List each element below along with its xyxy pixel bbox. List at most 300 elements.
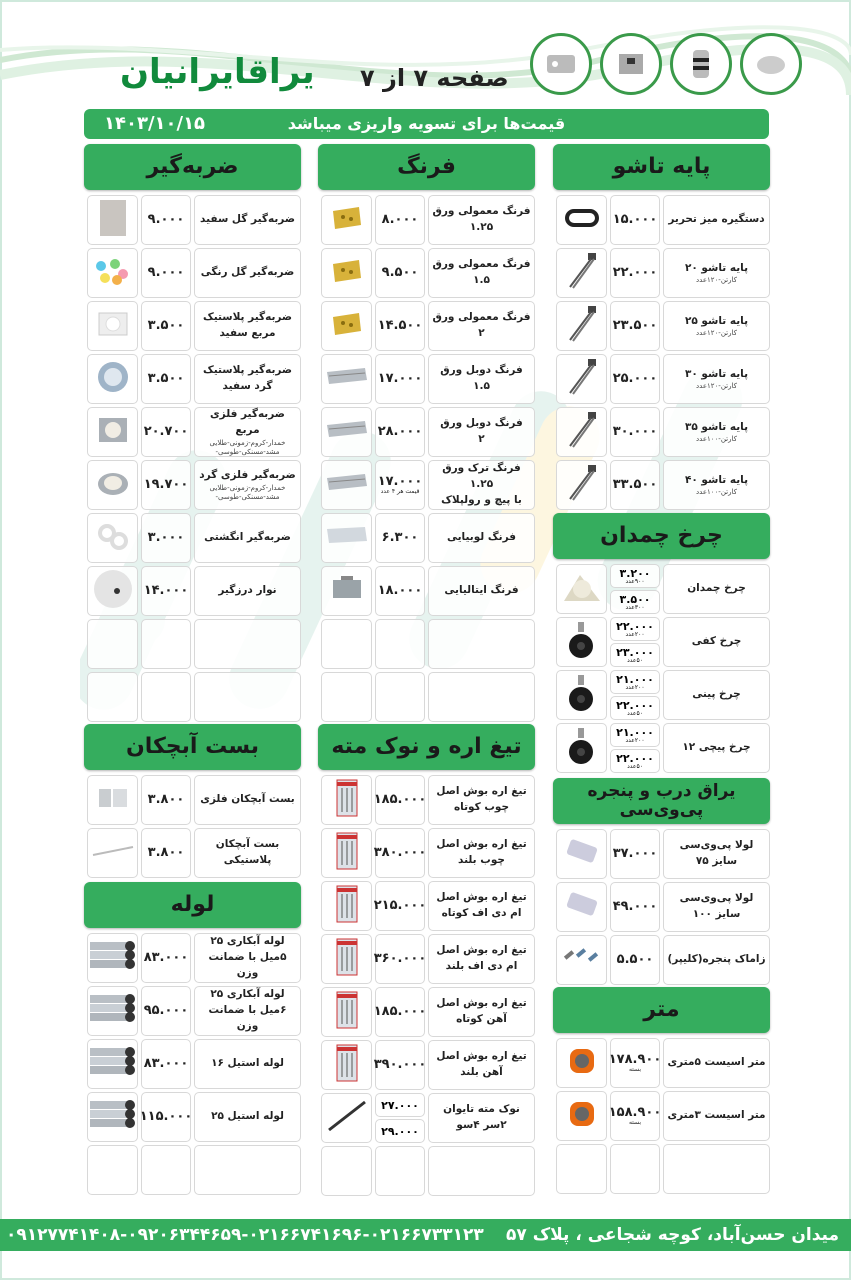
price-tier (610, 564, 660, 588)
product-row (318, 881, 535, 931)
product-name (194, 354, 301, 404)
product-name (663, 670, 770, 720)
price-value: ۳.۲۰۰ (619, 566, 651, 580)
product-name-text: چرخ پینی (692, 688, 741, 701)
product-price (375, 775, 425, 825)
product-image (321, 195, 372, 245)
italian-bracket-icon (327, 574, 367, 608)
price-quantity-note: ۹۰۰عدد (625, 577, 645, 585)
product-row (318, 354, 535, 404)
price-tiers (610, 617, 660, 667)
saw-blade-pack-icon (335, 884, 359, 928)
product-name-text: نوار درزگیر (218, 584, 277, 597)
product-price (375, 460, 425, 510)
product-name-text: فرنگ دوبل ورق (440, 364, 523, 377)
banner-message: قیمت‌ها برای تسویه واریزی میباشد (287, 114, 566, 133)
pvc-hinge-icon (562, 837, 602, 871)
product-row (553, 935, 770, 985)
product-name (663, 1038, 770, 1088)
double-bracket-icon (325, 364, 369, 394)
product-image (87, 1039, 138, 1089)
product-spec: آهن بلند (460, 1066, 503, 1078)
product-image (556, 617, 607, 667)
product-name-text: لوله استیل ۲۵ (211, 1110, 284, 1123)
pipes-icon (88, 936, 138, 980)
concealed-hinge-icon (600, 33, 662, 95)
product-price (610, 407, 660, 457)
brand-logo (120, 52, 315, 92)
product-name-text: لوله آبکاری ۲۵ (210, 935, 285, 948)
luggage-wheel-icon (560, 569, 604, 609)
product-name-text: چرخ چمدان (687, 582, 746, 595)
product-price (375, 566, 425, 616)
section-looleh (84, 882, 301, 1198)
empty-row (553, 1144, 770, 1194)
product-name-text: فرنگ دوبل ورق (440, 417, 523, 430)
price-value: ۳۹۰.۰۰۰ (373, 1056, 427, 1072)
product-name-text: متر اسیست ۳متری (667, 1109, 766, 1122)
product-name-text: لوله استیل ۱۶ (211, 1057, 284, 1070)
product-image (556, 829, 607, 879)
product-image (87, 566, 138, 616)
product-price (141, 986, 191, 1036)
product-spec: آهن کوتاه (456, 1013, 507, 1025)
price-value: ۳.۰۰۰ (147, 529, 185, 545)
product-spec: ۲ (478, 327, 485, 339)
double-bracket-icon (325, 470, 369, 500)
product-price (141, 301, 191, 351)
price-tier (610, 749, 660, 773)
product-image (556, 935, 607, 985)
product-name-text: بست آبچکان فلزی (200, 793, 295, 806)
price-value: ۱۹.۷۰۰ (143, 476, 189, 492)
empty-cell (321, 1146, 372, 1196)
page-number-title: صفحه ۷ از ۷ (360, 64, 509, 92)
product-price (141, 195, 191, 245)
price-tier (610, 723, 660, 747)
product-image (321, 566, 372, 616)
product-name-text: زاماک پنجره(کلیپر) (667, 953, 766, 966)
product-price (141, 933, 191, 983)
product-row (84, 566, 301, 616)
product-spec: کارتن-۱۲۰عدد (696, 382, 737, 391)
product-spec: ۵میل با ضمانت وزن (208, 951, 287, 979)
product-spec: سایز ۷۵ (695, 855, 738, 867)
caster-wheel-icon (564, 726, 600, 770)
price-value: ۶.۳۰۰ (381, 529, 419, 545)
product-price (610, 301, 660, 351)
section-metr (553, 987, 770, 1197)
empty-cell (194, 1145, 301, 1195)
product-name-text: چرخ پیچی ۱۲ (682, 741, 751, 754)
price-tier (610, 643, 660, 667)
empty-cell (194, 672, 301, 722)
product-name-text: ضربه‌گیر گل سفید (200, 213, 295, 226)
section-farang (318, 144, 535, 725)
product-image (87, 933, 138, 983)
empty-cell (141, 619, 191, 669)
product-spec: کارتن-۱۰۰عدد (696, 435, 737, 444)
product-name (663, 460, 770, 510)
product-name (194, 1039, 301, 1089)
section-title: فرنگ (318, 144, 535, 190)
product-row (553, 1091, 770, 1141)
price-value: ۳۳.۵۰۰ (612, 476, 658, 492)
price-value: ۲۲.۰۰۰ (616, 698, 654, 712)
metal-square-bumper-icon (95, 414, 131, 450)
product-price (141, 1039, 191, 1089)
product-spec: کارتن-۱۰۰عدد (696, 488, 737, 497)
price-value: ۲۲.۰۰۰ (612, 264, 658, 280)
price-tiers (610, 723, 660, 773)
product-image (321, 934, 372, 984)
product-name-text: ضربه‌گیر فلزی گرد (199, 469, 296, 482)
product-name (428, 775, 535, 825)
product-row (84, 775, 301, 825)
product-row (84, 248, 301, 298)
price-value: ۳۸۰.۰۰۰ (373, 844, 427, 860)
price-tier (375, 1093, 425, 1117)
product-row (84, 354, 301, 404)
product-row (553, 248, 770, 298)
product-image (87, 195, 138, 245)
drill-bit-icon (325, 1098, 369, 1138)
product-image (556, 301, 607, 351)
product-name (428, 513, 535, 563)
section-title: چرخ چمدان (553, 513, 770, 559)
empty-row (318, 1146, 535, 1196)
empty-cell (321, 672, 372, 722)
price-quantity-note: ۵۰عدد (627, 762, 643, 770)
product-row (84, 407, 301, 457)
product-price (141, 566, 191, 616)
product-row (318, 987, 535, 1037)
price-tiers (375, 1093, 425, 1143)
product-row (553, 564, 770, 614)
section-title: بست آبچکان (84, 724, 301, 770)
price-tiers (610, 564, 660, 614)
product-name (428, 934, 535, 984)
product-image (87, 248, 138, 298)
product-image (321, 881, 372, 931)
price-value: ۲۸.۰۰۰ (377, 423, 423, 439)
product-name (428, 828, 535, 878)
price-value: ۲۷.۰۰۰ (381, 1098, 419, 1112)
saw-blade-pack-icon (335, 778, 359, 822)
product-price (141, 407, 191, 457)
product-image (556, 564, 607, 614)
section-zarbe-gir (84, 144, 301, 725)
folding-leg-icon (564, 357, 600, 401)
price-value: ۸۳.۰۰۰ (143, 1055, 189, 1071)
title-line-2: پی‌وی‌سی (619, 800, 704, 820)
product-image (87, 1092, 138, 1142)
price-value: ۱۴.۰۰۰ (143, 582, 189, 598)
product-name (194, 407, 301, 457)
section-yaragh-pvc (553, 778, 770, 988)
product-row (553, 354, 770, 404)
product-name (663, 829, 770, 879)
product-price (610, 1038, 660, 1088)
saw-blade-pack-icon (335, 937, 359, 981)
product-row (553, 670, 770, 720)
product-spec: ۱.۵ (473, 380, 490, 392)
price-note: بسته (628, 1065, 642, 1073)
product-row (318, 513, 535, 563)
product-name-text: تیغ اره بوش اصل (436, 944, 527, 957)
price-value: ۱۵۸.۹۰۰ (608, 1104, 662, 1120)
empty-row (84, 672, 301, 722)
product-spec: ام دی اف کوتاه (441, 907, 522, 919)
product-price (375, 987, 425, 1037)
product-row (553, 882, 770, 932)
product-price (375, 828, 425, 878)
empty-row (318, 619, 535, 669)
square-bumper-icon (95, 309, 131, 343)
price-value: ۱۷۸.۹۰۰ (608, 1051, 662, 1067)
price-quantity-note: ۳۰۰عدد (625, 603, 645, 611)
product-price (375, 1040, 425, 1090)
product-price (375, 301, 425, 351)
product-image (556, 723, 607, 773)
product-name-text: پایه تاشو ۲۰ (684, 261, 749, 274)
product-row (318, 1040, 535, 1090)
title-line-1: یراق درب و پنجره (587, 781, 736, 802)
product-spec: سایز ۱۰۰ (692, 908, 741, 920)
product-name-text: ضربه‌گیر گل رنگی (200, 266, 295, 279)
pipes-icon (88, 989, 138, 1033)
product-image (87, 301, 138, 351)
saw-blade-pack-icon (335, 831, 359, 875)
product-name (194, 513, 301, 563)
corner-bracket-icon (329, 258, 365, 288)
product-name (194, 566, 301, 616)
product-row (84, 1039, 301, 1089)
folding-leg-icon (564, 410, 600, 454)
empty-cell (194, 619, 301, 669)
product-name-text: چرخ کفی (691, 635, 742, 648)
product-name-text: پایه تاشو ۳۵ (684, 420, 749, 433)
product-name-text: فرنگ معمولی ورق (432, 258, 531, 271)
empty-cell (141, 1145, 191, 1195)
window-clip-icon (560, 943, 604, 977)
product-name-text: فرنگ ایتالیایی (444, 584, 519, 597)
product-price (610, 354, 660, 404)
caster-wheel-icon (564, 620, 600, 664)
corner-bracket-icon (329, 205, 365, 235)
product-row (318, 828, 535, 878)
finger-bumper-icon (95, 521, 131, 555)
product-price (141, 248, 191, 298)
price-value: ۱۷.۰۰۰ (377, 370, 423, 386)
product-row (84, 301, 301, 351)
product-name (428, 460, 535, 510)
price-value: ۳.۸۰۰ (147, 844, 185, 860)
product-row (84, 1092, 301, 1142)
empty-cell (375, 1146, 425, 1196)
product-image (556, 460, 607, 510)
price-tier (610, 696, 660, 720)
product-image (321, 354, 372, 404)
price-tier (610, 670, 660, 694)
bumper-sheet-icon (98, 198, 128, 242)
product-price (610, 460, 660, 510)
product-image (556, 882, 607, 932)
price-value: ۳۷.۰۰۰ (612, 845, 658, 861)
section-paye-tasho (553, 144, 770, 513)
logo-text-iranian: ایرانیان (120, 52, 247, 92)
product-row (84, 460, 301, 510)
folding-leg-icon (564, 304, 600, 348)
price-tier (375, 1119, 425, 1143)
section-title: ضربه‌گیر (84, 144, 301, 190)
empty-cell (663, 1144, 770, 1194)
price-value: ۱۸۵.۰۰۰ (373, 791, 427, 807)
empty-cell (375, 672, 425, 722)
product-image (87, 354, 138, 404)
product-spec: ام دی اف بلند (445, 960, 518, 972)
empty-cell (556, 1144, 607, 1194)
price-notice-banner (84, 109, 769, 139)
price-value: ۲۱۵.۰۰۰ (373, 897, 427, 913)
product-name-text: پایه تاشو ۳۰ (684, 367, 749, 380)
product-name (663, 354, 770, 404)
price-value: ۹۵.۰۰۰ (143, 1002, 189, 1018)
bean-bracket-icon (325, 523, 369, 553)
product-name (663, 935, 770, 985)
product-name (428, 301, 535, 351)
product-name (194, 933, 301, 983)
product-spec: کارتن-۱۲۰عدد (696, 329, 737, 338)
product-spec: خمدار-کروم-زمونی-طلایی (209, 483, 286, 492)
empty-cell (428, 619, 535, 669)
price-quantity-note: ۲۰۰عدد (625, 736, 645, 744)
price-value: ۸.۰۰۰ (381, 211, 419, 227)
product-price (610, 935, 660, 985)
corner-bracket-icon (329, 311, 365, 341)
product-price (610, 882, 660, 932)
product-name-text: فرنگ لوبیایی (446, 531, 517, 544)
product-name (428, 248, 535, 298)
product-price (375, 354, 425, 404)
product-spec: ۲ (478, 433, 485, 445)
product-spec: چوب بلند (458, 854, 505, 866)
price-tier (610, 590, 660, 614)
product-name (194, 775, 301, 825)
metal-round-bumper-icon (95, 468, 131, 502)
product-price (610, 195, 660, 245)
price-value: ۸۳.۰۰۰ (143, 949, 189, 965)
product-name-text: تیغ اره بوش اصل (436, 785, 527, 798)
product-price (610, 1091, 660, 1141)
section-title: تیغ اره و نوک مته (318, 724, 535, 770)
price-value: ۵.۵۰۰ (616, 951, 654, 967)
section-title: پایه تاشو (553, 144, 770, 190)
product-spec: کارتن-۱۲۰عدد (696, 276, 737, 285)
product-name-text: بست آبچکان پلاستیکی (215, 838, 280, 866)
product-image (556, 407, 607, 457)
product-name (663, 617, 770, 667)
product-price (141, 775, 191, 825)
product-image (321, 775, 372, 825)
empty-row (84, 619, 301, 669)
empty-cell (87, 672, 138, 722)
product-image (556, 354, 607, 404)
price-value: ۲۳.۰۰۰ (616, 645, 654, 659)
product-name (663, 301, 770, 351)
price-value: ۳.۵۰۰ (619, 592, 651, 606)
product-name (428, 407, 535, 457)
price-value: ۱۸.۰۰۰ (377, 582, 423, 598)
product-row (553, 617, 770, 667)
tape-measure-icon (567, 1046, 597, 1080)
product-name (194, 195, 301, 245)
product-image (556, 1091, 607, 1141)
price-value: ۲۹.۰۰۰ (381, 1124, 419, 1138)
empty-cell (87, 619, 138, 669)
product-row (553, 407, 770, 457)
product-image (321, 407, 372, 457)
product-image (87, 986, 138, 1036)
folding-leg-icon (564, 463, 600, 507)
product-price (610, 829, 660, 879)
product-image (556, 248, 607, 298)
product-image (321, 460, 372, 510)
product-name (428, 195, 535, 245)
price-value: ۲۳.۵۰۰ (612, 317, 658, 333)
product-row (553, 723, 770, 773)
product-name-text: ضربه‌گیر فلزی مربع (210, 408, 285, 436)
seal-tape-icon (91, 567, 135, 615)
product-row (553, 460, 770, 510)
product-row (318, 934, 535, 984)
product-name-text: فرنگ ترک ورق ۱.۲۵ (442, 462, 521, 491)
pipes-icon (88, 1042, 138, 1086)
product-name (663, 407, 770, 457)
folding-leg-icon (564, 251, 600, 295)
price-value: ۲۲.۰۰۰ (616, 751, 654, 765)
empty-cell (610, 1144, 660, 1194)
price-quantity-note: ۲۰۰عدد (625, 683, 645, 691)
product-image (87, 460, 138, 510)
product-row (318, 195, 535, 245)
product-row (84, 986, 301, 1036)
product-name (428, 987, 535, 1037)
product-price (141, 513, 191, 563)
product-spec: چوب کوتاه (453, 801, 510, 813)
product-name (663, 564, 770, 614)
product-spec-extra: مشد-مسنکی-طوسی- (215, 447, 280, 456)
product-name (428, 881, 535, 931)
product-price (375, 934, 425, 984)
product-name-text: پایه تاشو ۲۵ (684, 314, 749, 327)
product-price (141, 460, 191, 510)
product-row (84, 933, 301, 983)
product-name-text: فرنگ معمولی ورق (432, 205, 531, 218)
price-value: ۲۱.۰۰۰ (616, 672, 654, 686)
door-stopper-icon (670, 33, 732, 95)
product-row (318, 407, 535, 457)
price-value: ۲۵.۰۰۰ (612, 370, 658, 386)
product-name-text: لولا پی‌وی‌سی (679, 839, 754, 852)
tape-measure-icon (567, 1099, 597, 1133)
metal-clamp-icon (95, 783, 131, 817)
product-row (84, 828, 301, 878)
product-image (556, 670, 607, 720)
product-image (556, 1038, 607, 1088)
price-value: ۱۱۵.۰۰۰ (139, 1108, 193, 1124)
product-image (87, 407, 138, 457)
